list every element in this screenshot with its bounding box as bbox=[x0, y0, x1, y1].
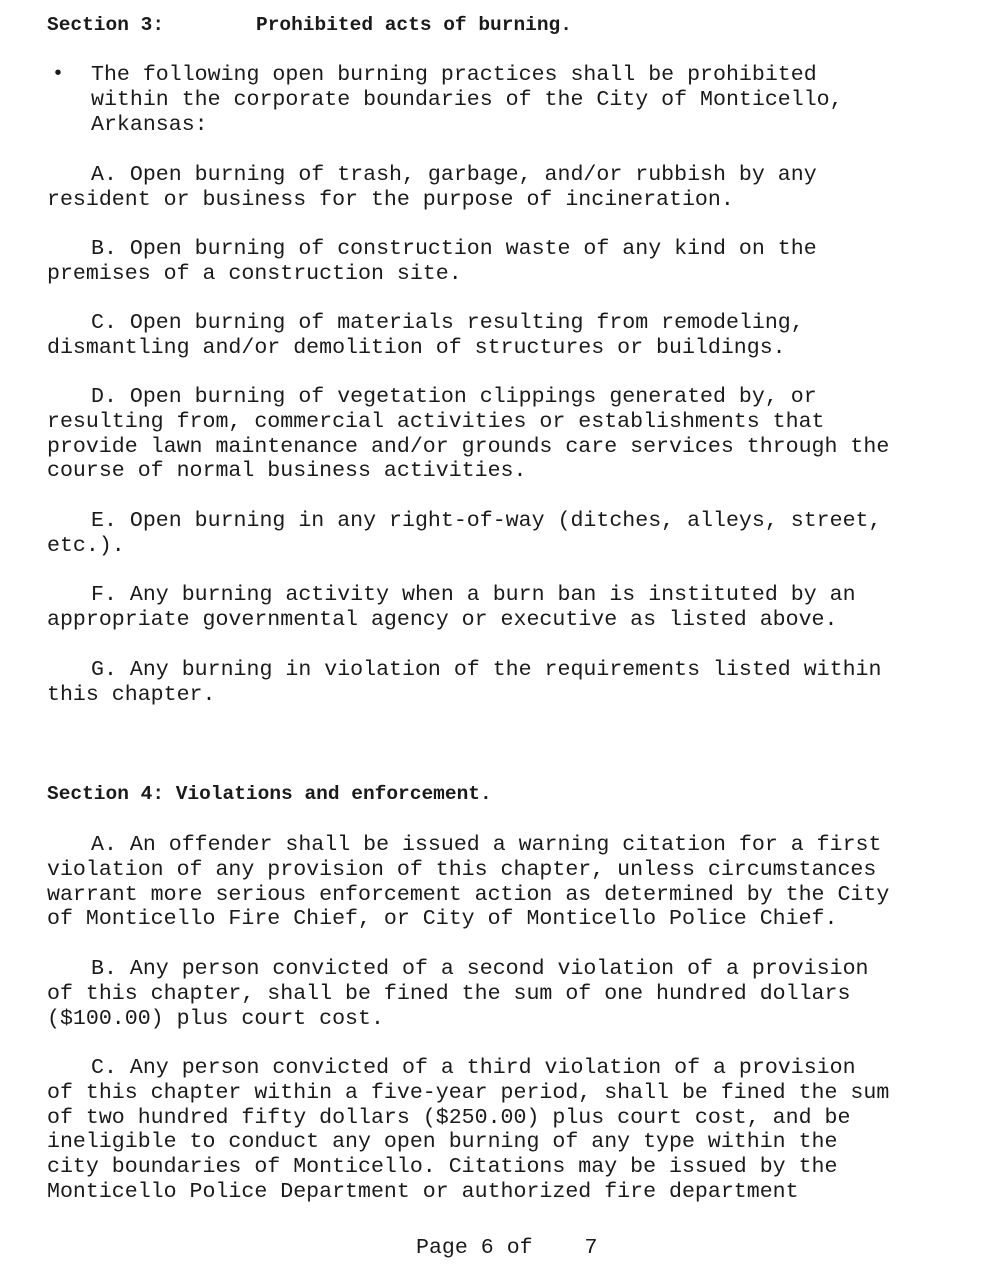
section-3-item-a bbox=[47, 163, 817, 213]
item-line: provide lawn maintenance and/or grounds care services through the bbox=[47, 434, 890, 459]
item-line: appropriate governmental agency or executive as listed above. bbox=[47, 607, 838, 632]
section-4-title: Section 4: Violations and enforcement. bbox=[47, 783, 492, 805]
item-line: B. Any person convicted of a second violation of a provision bbox=[91, 957, 869, 981]
section-3-label: Section 3: bbox=[47, 14, 165, 36]
item-line: resident or business for the purpose of incineration. bbox=[47, 187, 734, 212]
item-line: E. Open burning in any right-of-way (ditches, alleys, street, bbox=[91, 509, 882, 533]
page-number bbox=[416, 1236, 597, 1261]
section-3-item-c bbox=[47, 311, 804, 361]
item-line: of this chapter, shall be fined the sum of one hundred dollars bbox=[47, 981, 851, 1006]
intro-line: The following open burning practices shall be prohibited bbox=[91, 63, 817, 87]
section-4-item-a bbox=[47, 833, 889, 932]
item-line: resulting from, commercial activities or establishments that bbox=[47, 409, 825, 434]
item-line: ($100.00) plus court cost. bbox=[47, 1006, 384, 1031]
item-line: premises of a construction site. bbox=[47, 261, 462, 286]
item-line: Monticello Police Department or authorized fire department bbox=[47, 1179, 799, 1204]
item-line: C. Any person convicted of a third violation of a provision bbox=[91, 1056, 856, 1080]
item-line: this chapter. bbox=[47, 682, 216, 707]
section-4-item-b bbox=[47, 957, 869, 1031]
section-3-intro bbox=[91, 63, 843, 137]
item-line: of two hundred fifty dollars ($250.00) plus court cost, and be bbox=[47, 1105, 851, 1130]
item-line: etc.). bbox=[47, 533, 125, 558]
section-3-item-g bbox=[47, 658, 881, 708]
item-line: course of normal business activities. bbox=[47, 459, 527, 484]
item-line: A. Open burning of trash, garbage, and/or rubbish by any bbox=[91, 163, 817, 187]
item-line: violation of any provision of this chapter, unless circumstances bbox=[47, 857, 877, 882]
section-3-item-d bbox=[47, 385, 889, 484]
page-total: 7 bbox=[584, 1236, 598, 1260]
item-line: D. Open burning of vegetation clippings generated by, or bbox=[91, 385, 817, 409]
item-line: A. An offender shall be issued a warning citation for a first bbox=[91, 833, 882, 857]
intro-line: within the corporate boundaries of the City of Monticello, bbox=[91, 87, 843, 112]
bullet-icon: • bbox=[52, 63, 65, 86]
item-line: ineligible to conduct any open burning of any type within the bbox=[47, 1130, 838, 1155]
section-3-item-f bbox=[47, 583, 856, 633]
section-4-item-c bbox=[47, 1056, 889, 1205]
item-line: F. Any burning activity when a burn ban is instituted by an bbox=[91, 583, 856, 607]
item-line: city boundaries of Monticello. Citations may be issued by the bbox=[47, 1155, 838, 1180]
item-line: warrant more serious enforcement action as determined by the City bbox=[47, 882, 890, 907]
item-line: C. Open burning of materials resulting from remodeling, bbox=[91, 311, 804, 335]
item-line: G. Any burning in violation of the requirements listed within bbox=[91, 658, 882, 682]
item-line: B. Open burning of construction waste of any kind on the bbox=[91, 237, 817, 261]
page-number-text: Page 6 of bbox=[416, 1236, 533, 1260]
section-3-title: Prohibited acts of burning. bbox=[256, 14, 572, 36]
item-line: of Monticello Fire Chief, or City of Monticello Police Chief. bbox=[47, 907, 838, 932]
section-3-item-e bbox=[47, 509, 881, 559]
section-3-item-b bbox=[47, 237, 817, 287]
item-line: of this chapter within a five-year period, shall be fined the sum bbox=[47, 1080, 890, 1105]
item-line: dismantling and/or demolition of structures or buildings. bbox=[47, 335, 786, 360]
intro-line: Arkansas: bbox=[91, 112, 208, 137]
